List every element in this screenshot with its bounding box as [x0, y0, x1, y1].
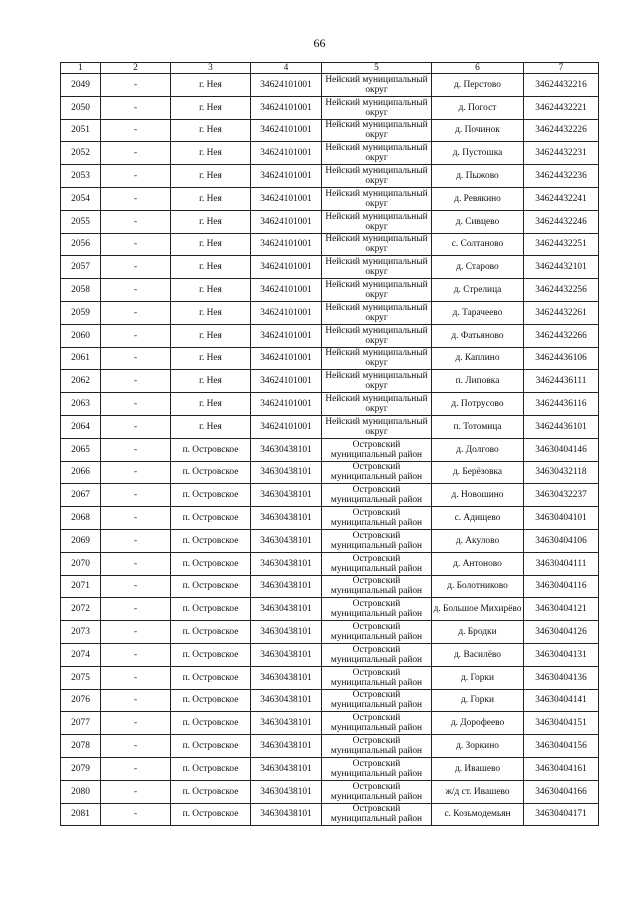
center-cell: п. Островское — [171, 643, 251, 666]
row-number-cell: 2074 — [61, 643, 101, 666]
municipality-cell: Островский муниципальный район — [322, 712, 432, 735]
center-cell: п. Островское — [171, 712, 251, 735]
table-row — [61, 461, 599, 484]
center-cell: п. Островское — [171, 575, 251, 598]
settlement-cell: ж/д ст. Ивашево — [432, 780, 524, 803]
settlement-cell: с. Козьмодемьян — [432, 803, 524, 826]
municipality-cell: Нейский муниципальный округ — [322, 256, 432, 279]
settlement-cell: д. Дорофеево — [432, 712, 524, 735]
row-number-cell: 2079 — [61, 757, 101, 780]
okato-cell: 34630438101 — [251, 643, 322, 666]
municipality-cell: Нейский муниципальный округ — [322, 301, 432, 324]
oktmo-cell: 34624432216 — [524, 74, 599, 97]
col2-cell: - — [101, 689, 171, 712]
center-cell: п. Островское — [171, 735, 251, 758]
settlement-cell: д. Горки — [432, 666, 524, 689]
table-row — [61, 780, 599, 803]
column-header: 6 — [432, 63, 524, 74]
center-cell: г. Нея — [171, 301, 251, 324]
oktmo-cell: 34624436101 — [524, 415, 599, 438]
center-cell: п. Островское — [171, 803, 251, 826]
table-row — [61, 484, 599, 507]
municipality-cell: Нейский муниципальный округ — [322, 74, 432, 97]
settlement-cell: д. Потрусово — [432, 393, 524, 416]
okato-cell: 34630438101 — [251, 575, 322, 598]
row-number-cell: 2052 — [61, 142, 101, 165]
municipality-cell: Островский муниципальный район — [322, 438, 432, 461]
oktmo-cell: 34624432261 — [524, 301, 599, 324]
table-row — [61, 301, 599, 324]
settlement-cell: д. Болотниково — [432, 575, 524, 598]
oktmo-cell: 34624432236 — [524, 165, 599, 188]
municipality-cell: Островский муниципальный район — [322, 575, 432, 598]
row-number-cell: 2056 — [61, 233, 101, 256]
municipality-cell: Островский муниципальный район — [322, 689, 432, 712]
municipality-cell: Нейский муниципальный округ — [322, 347, 432, 370]
okato-cell: 34624101001 — [251, 415, 322, 438]
oktmo-cell: 34624436106 — [524, 347, 599, 370]
center-cell: г. Нея — [171, 279, 251, 302]
col2-cell: - — [101, 484, 171, 507]
oktmo-cell: 34624432231 — [524, 142, 599, 165]
row-number-cell: 2081 — [61, 803, 101, 826]
settlement-cell: д. Акулово — [432, 529, 524, 552]
settlement-cell: д. Фатьяново — [432, 324, 524, 347]
center-cell: г. Нея — [171, 187, 251, 210]
oktmo-cell: 34630404151 — [524, 712, 599, 735]
row-number-cell: 2064 — [61, 415, 101, 438]
oktmo-cell: 34630404156 — [524, 735, 599, 758]
row-number-cell: 2059 — [61, 301, 101, 324]
row-number-cell: 2053 — [61, 165, 101, 188]
okato-cell: 34630438101 — [251, 438, 322, 461]
center-cell: п. Островское — [171, 780, 251, 803]
oktmo-cell: 34624432221 — [524, 96, 599, 119]
oktmo-cell: 34630404111 — [524, 552, 599, 575]
municipality-cell: Нейский муниципальный округ — [322, 233, 432, 256]
municipality-cell: Нейский муниципальный округ — [322, 415, 432, 438]
settlement-cell: п. Липовка — [432, 370, 524, 393]
row-number-cell: 2073 — [61, 621, 101, 644]
table-row — [61, 438, 599, 461]
row-number-cell: 2055 — [61, 210, 101, 233]
row-number-cell: 2065 — [61, 438, 101, 461]
row-number-cell: 2066 — [61, 461, 101, 484]
okato-cell: 34630438101 — [251, 598, 322, 621]
row-number-cell: 2077 — [61, 712, 101, 735]
center-cell: г. Нея — [171, 96, 251, 119]
oktmo-cell: 34624432101 — [524, 256, 599, 279]
center-cell: г. Нея — [171, 142, 251, 165]
row-number-cell: 2054 — [61, 187, 101, 210]
col2-cell: - — [101, 347, 171, 370]
center-cell: п. Островское — [171, 438, 251, 461]
col2-cell: - — [101, 803, 171, 826]
col2-cell: - — [101, 575, 171, 598]
municipality-cell: Островский муниципальный район — [322, 484, 432, 507]
table-row — [61, 256, 599, 279]
municipality-cell: Островский муниципальный район — [322, 552, 432, 575]
municipality-cell: Островский муниципальный район — [322, 529, 432, 552]
center-cell: п. Островское — [171, 621, 251, 644]
table-row — [61, 233, 599, 256]
row-number-cell: 2063 — [61, 393, 101, 416]
okato-cell: 34630438101 — [251, 803, 322, 826]
okato-cell: 34630438101 — [251, 461, 322, 484]
table-row — [61, 187, 599, 210]
row-number-cell: 2050 — [61, 96, 101, 119]
okato-cell: 34630438101 — [251, 757, 322, 780]
table-row — [61, 575, 599, 598]
table-row — [61, 96, 599, 119]
row-number-cell: 2067 — [61, 484, 101, 507]
okato-cell: 34630438101 — [251, 552, 322, 575]
center-cell: г. Нея — [171, 370, 251, 393]
municipality-cell: Нейский муниципальный округ — [322, 279, 432, 302]
oktmo-cell: 34630404146 — [524, 438, 599, 461]
municipality-cell: Островский муниципальный район — [322, 666, 432, 689]
table-row — [61, 74, 599, 97]
settlement-cell: д. Новошино — [432, 484, 524, 507]
municipality-cell: Нейский муниципальный округ — [322, 142, 432, 165]
okato-cell: 34630438101 — [251, 712, 322, 735]
oktmo-cell: 34630404136 — [524, 666, 599, 689]
oktmo-cell: 34630432237 — [524, 484, 599, 507]
okato-cell: 34624101001 — [251, 301, 322, 324]
oktmo-cell: 34624432226 — [524, 119, 599, 142]
oktmo-cell: 34624432246 — [524, 210, 599, 233]
table-row — [61, 552, 599, 575]
municipality-cell: Нейский муниципальный округ — [322, 324, 432, 347]
okato-cell: 34624101001 — [251, 256, 322, 279]
page-number: 66 — [313, 36, 326, 50]
center-cell: г. Нея — [171, 347, 251, 370]
okato-cell: 34630438101 — [251, 689, 322, 712]
settlement-cell: д. Перстово — [432, 74, 524, 97]
municipality-cell: Нейский муниципальный округ — [322, 370, 432, 393]
oktmo-cell: 34624432266 — [524, 324, 599, 347]
okato-cell: 34624101001 — [251, 74, 322, 97]
okato-cell: 34630438101 — [251, 735, 322, 758]
table-row — [61, 210, 599, 233]
table-row — [61, 689, 599, 712]
center-cell: г. Нея — [171, 415, 251, 438]
col2-cell: - — [101, 279, 171, 302]
table-header — [61, 63, 599, 74]
oktmo-cell: 34630404106 — [524, 529, 599, 552]
center-cell: г. Нея — [171, 393, 251, 416]
row-number-cell: 2057 — [61, 256, 101, 279]
table-body — [61, 74, 599, 826]
oktmo-cell: 34624436116 — [524, 393, 599, 416]
center-cell: п. Островское — [171, 757, 251, 780]
row-number-cell: 2068 — [61, 507, 101, 530]
municipality-cell: Островский муниципальный район — [322, 803, 432, 826]
col2-cell: - — [101, 415, 171, 438]
okato-cell: 34624101001 — [251, 393, 322, 416]
col2-cell: - — [101, 210, 171, 233]
oktmo-cell: 34624432241 — [524, 187, 599, 210]
settlement-cell: д. Берёзовка — [432, 461, 524, 484]
row-number-cell: 2051 — [61, 119, 101, 142]
okato-cell: 34624101001 — [251, 347, 322, 370]
okato-cell: 34630438101 — [251, 621, 322, 644]
okato-cell: 34630438101 — [251, 666, 322, 689]
municipality-cell: Островский муниципальный район — [322, 780, 432, 803]
okato-cell: 34624101001 — [251, 119, 322, 142]
municipality-cell: Нейский муниципальный округ — [322, 187, 432, 210]
table-row — [61, 142, 599, 165]
col2-cell: - — [101, 256, 171, 279]
row-number-cell: 2062 — [61, 370, 101, 393]
municipality-cell: Островский муниципальный район — [322, 598, 432, 621]
col2-cell: - — [101, 712, 171, 735]
center-cell: п. Островское — [171, 484, 251, 507]
oktmo-cell: 34624432256 — [524, 279, 599, 302]
col2-cell: - — [101, 142, 171, 165]
settlement-cell: п. Тотомица — [432, 415, 524, 438]
table-row — [61, 529, 599, 552]
col2-cell: - — [101, 187, 171, 210]
center-cell: г. Нея — [171, 256, 251, 279]
settlement-cell: д. Долгово — [432, 438, 524, 461]
settlement-cell: д. Починок — [432, 119, 524, 142]
municipality-cell: Островский муниципальный район — [322, 757, 432, 780]
row-number-cell: 2060 — [61, 324, 101, 347]
col2-cell: - — [101, 370, 171, 393]
municipality-cell: Островский муниципальный район — [322, 461, 432, 484]
row-number-cell: 2069 — [61, 529, 101, 552]
center-cell: г. Нея — [171, 210, 251, 233]
col2-cell: - — [101, 324, 171, 347]
col2-cell: - — [101, 780, 171, 803]
municipality-cell: Нейский муниципальный округ — [322, 393, 432, 416]
okato-cell: 34630438101 — [251, 780, 322, 803]
registry-table — [60, 62, 599, 826]
col2-cell: - — [101, 438, 171, 461]
municipality-cell: Нейский муниципальный округ — [322, 96, 432, 119]
oktmo-cell: 34630404141 — [524, 689, 599, 712]
row-number-cell: 2076 — [61, 689, 101, 712]
table-row — [61, 279, 599, 302]
col2-cell: - — [101, 301, 171, 324]
okato-cell: 34630438101 — [251, 529, 322, 552]
settlement-cell: с. Адищево — [432, 507, 524, 530]
center-cell: г. Нея — [171, 74, 251, 97]
settlement-cell: д. Антоново — [432, 552, 524, 575]
table-row — [61, 370, 599, 393]
municipality-cell: Нейский муниципальный округ — [322, 119, 432, 142]
okato-cell: 34624101001 — [251, 165, 322, 188]
table-row — [61, 598, 599, 621]
row-number-cell: 2071 — [61, 575, 101, 598]
table-row — [61, 666, 599, 689]
center-cell: п. Островское — [171, 598, 251, 621]
col2-cell: - — [101, 735, 171, 758]
center-cell: п. Островское — [171, 666, 251, 689]
settlement-cell: д. Бродки — [432, 621, 524, 644]
table-row — [61, 393, 599, 416]
center-cell: п. Островское — [171, 529, 251, 552]
row-number-cell: 2061 — [61, 347, 101, 370]
oktmo-cell: 34630404121 — [524, 598, 599, 621]
settlement-cell: д. Погост — [432, 96, 524, 119]
column-header: 3 — [171, 63, 251, 74]
settlement-cell: с. Солтаново — [432, 233, 524, 256]
column-header: 7 — [524, 63, 599, 74]
table-row — [61, 347, 599, 370]
column-header: 1 — [61, 63, 101, 74]
okato-cell: 34624101001 — [251, 210, 322, 233]
municipality-cell: Островский муниципальный район — [322, 507, 432, 530]
oktmo-cell: 34630404166 — [524, 780, 599, 803]
row-number-cell: 2080 — [61, 780, 101, 803]
settlement-cell: д. Ивашево — [432, 757, 524, 780]
col2-cell: - — [101, 666, 171, 689]
table-row — [61, 165, 599, 188]
center-cell: п. Островское — [171, 552, 251, 575]
settlement-cell: д. Зоркино — [432, 735, 524, 758]
oktmo-cell: 34624436111 — [524, 370, 599, 393]
okato-cell: 34624101001 — [251, 324, 322, 347]
okato-cell: 34624101001 — [251, 370, 322, 393]
col2-cell: - — [101, 757, 171, 780]
col2-cell: - — [101, 165, 171, 188]
row-number-cell: 2058 — [61, 279, 101, 302]
col2-cell: - — [101, 74, 171, 97]
col2-cell: - — [101, 507, 171, 530]
row-number-cell: 2070 — [61, 552, 101, 575]
table-row — [61, 803, 599, 826]
table-row — [61, 643, 599, 666]
oktmo-cell: 34630404116 — [524, 575, 599, 598]
row-number-cell: 2078 — [61, 735, 101, 758]
col2-cell: - — [101, 552, 171, 575]
col2-cell: - — [101, 119, 171, 142]
oktmo-cell: 34630404131 — [524, 643, 599, 666]
column-header: 2 — [101, 63, 171, 74]
col2-cell: - — [101, 643, 171, 666]
okato-cell: 34624101001 — [251, 279, 322, 302]
col2-cell: - — [101, 393, 171, 416]
center-cell: г. Нея — [171, 324, 251, 347]
oktmo-cell: 34624432251 — [524, 233, 599, 256]
col2-cell: - — [101, 621, 171, 644]
municipality-cell: Островский муниципальный район — [322, 621, 432, 644]
col2-cell: - — [101, 529, 171, 552]
okato-cell: 34624101001 — [251, 187, 322, 210]
settlement-cell: д. Пустошка — [432, 142, 524, 165]
settlement-cell: д. Каплино — [432, 347, 524, 370]
municipality-cell: Нейский муниципальный округ — [322, 210, 432, 233]
table-row — [61, 621, 599, 644]
settlement-cell: д. Стрелица — [432, 279, 524, 302]
settlement-cell: д. Тарачеево — [432, 301, 524, 324]
settlement-cell: д. Большое Михирёво — [432, 598, 524, 621]
center-cell: г. Нея — [171, 233, 251, 256]
oktmo-cell: 34630404161 — [524, 757, 599, 780]
table-row — [61, 757, 599, 780]
settlement-cell: д. Сивцево — [432, 210, 524, 233]
oktmo-cell: 34630404126 — [524, 621, 599, 644]
settlement-cell: д. Старово — [432, 256, 524, 279]
oktmo-cell: 34630404101 — [524, 507, 599, 530]
settlement-cell: д. Василёво — [432, 643, 524, 666]
table-row — [61, 324, 599, 347]
oktmo-cell: 34630404171 — [524, 803, 599, 826]
okato-cell: 34624101001 — [251, 142, 322, 165]
municipality-cell: Островский муниципальный район — [322, 643, 432, 666]
col2-cell: - — [101, 96, 171, 119]
column-header: 4 — [251, 63, 322, 74]
table-row — [61, 507, 599, 530]
municipality-cell: Островский муниципальный район — [322, 735, 432, 758]
header-row — [61, 63, 599, 74]
row-number-cell: 2049 — [61, 74, 101, 97]
center-cell: п. Островское — [171, 689, 251, 712]
okato-cell: 34630438101 — [251, 507, 322, 530]
table-row — [61, 735, 599, 758]
col2-cell: - — [101, 598, 171, 621]
center-cell: г. Нея — [171, 165, 251, 188]
settlement-cell: д. Ревякино — [432, 187, 524, 210]
center-cell: п. Островское — [171, 461, 251, 484]
center-cell: п. Островское — [171, 507, 251, 530]
okato-cell: 34624101001 — [251, 233, 322, 256]
row-number-cell: 2072 — [61, 598, 101, 621]
table-row — [61, 119, 599, 142]
settlement-cell: д. Горки — [432, 689, 524, 712]
oktmo-cell: 34630432118 — [524, 461, 599, 484]
municipality-cell: Нейский муниципальный округ — [322, 165, 432, 188]
okato-cell: 34630438101 — [251, 484, 322, 507]
col2-cell: - — [101, 233, 171, 256]
table-row — [61, 415, 599, 438]
center-cell: г. Нея — [171, 119, 251, 142]
row-number-cell: 2075 — [61, 666, 101, 689]
settlement-cell: д. Пыжово — [432, 165, 524, 188]
table-row — [61, 712, 599, 735]
okato-cell: 34624101001 — [251, 96, 322, 119]
col2-cell: - — [101, 461, 171, 484]
column-header: 5 — [322, 63, 432, 74]
